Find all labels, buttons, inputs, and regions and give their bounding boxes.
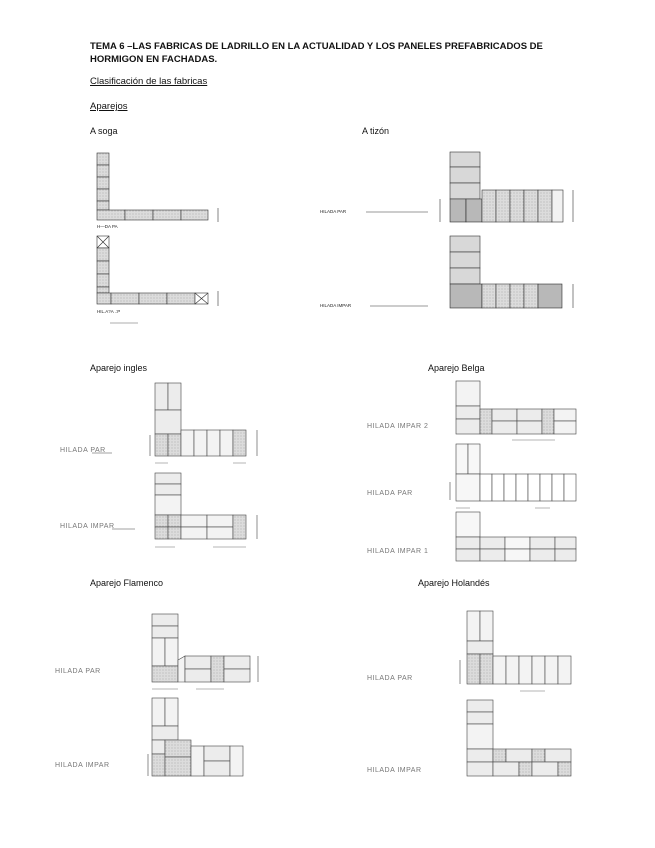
label-a-soga: A soga [90, 126, 118, 136]
ingles-row2-label: HILADA IMPAR [60, 523, 115, 530]
subsection-heading: Aparejos [90, 101, 128, 112]
ingles-row1-label: HILADA PAR [60, 447, 106, 454]
belga-row1-label: HILADA IMPAR 2 [367, 423, 429, 430]
diagram-aparejo-flamenco [148, 614, 258, 776]
holandes-row1-label: HILADA PAR [367, 675, 413, 682]
document-title: TEMA 6 –LAS FABRICAS DE LADRILLO EN LA ACTUALIDAD Y LOS PANELES PREFABRICADOS DE HORMIGON EN FACHADAS. [90, 41, 543, 65]
tizon-row1-label: HILADA PAR [320, 209, 347, 214]
tizon-row2-label: HILADA IMPAR [320, 303, 352, 308]
diagram-aparejo-ingles [92, 383, 257, 547]
label-a-tizon: A tizón [362, 126, 390, 136]
soga-row2-label: HIL.A?A .:P [97, 309, 121, 314]
diagram-aparejo-belga [450, 381, 576, 561]
diagram-aparejo-holandes [460, 611, 571, 776]
label-aparejo-belga: Aparejo Belga [428, 363, 485, 373]
flamenco-row2-label: HILADA IMPAR [55, 762, 110, 769]
soga-row1-label: H—DA PA [97, 224, 118, 229]
flamenco-row1-label: HILADA PAR [55, 668, 101, 675]
belga-row2-label: HILADA PAR [367, 490, 413, 497]
diagram-a-tizon [366, 152, 573, 308]
belga-row3-label: HILADA IMPAR 1 [367, 548, 429, 555]
diagram-a-soga [97, 153, 218, 323]
label-aparejo-holandes: Aparejo Holandés [418, 578, 490, 588]
label-aparejo-ingles: Aparejo ingles [90, 363, 148, 373]
section-heading: Clasificación de las fabricas [90, 76, 208, 87]
holandes-row2-label: HILADA IMPAR [367, 767, 422, 774]
label-aparejo-flamenco: Aparejo Flamenco [90, 578, 164, 588]
